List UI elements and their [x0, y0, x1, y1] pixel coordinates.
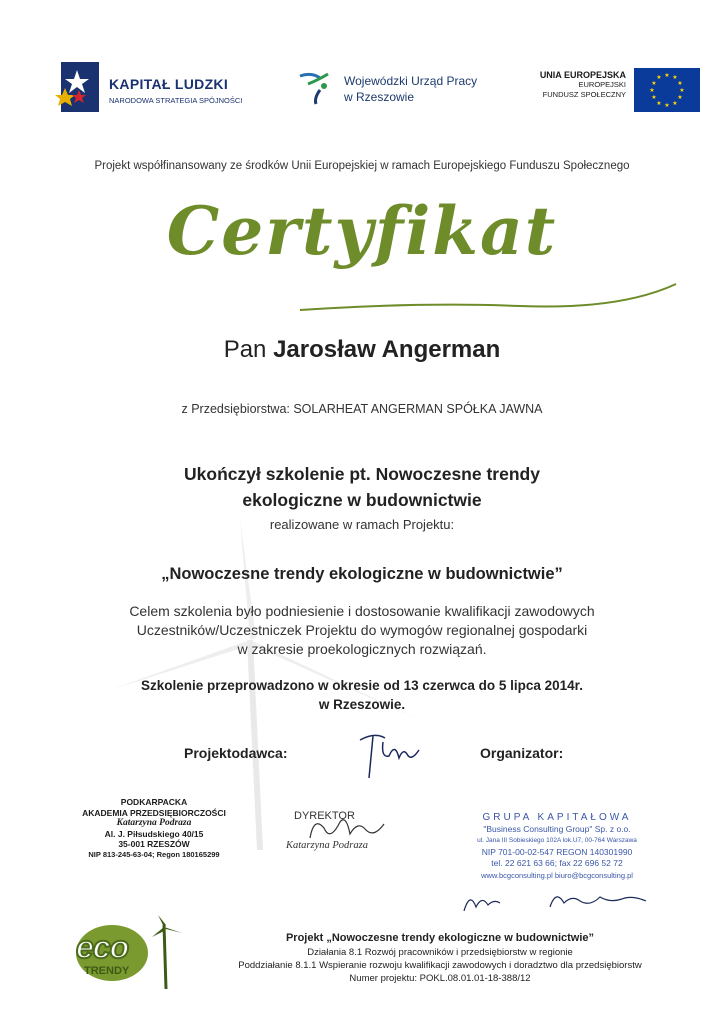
period-line1: Szkolenie przeprowadzono w okresie od 13 czerwca do 5 lipca 2014r.	[141, 678, 583, 693]
svg-text:★: ★	[677, 80, 683, 87]
svg-text:★: ★	[672, 100, 678, 107]
stamp-left-line1: PODKARPACKA	[120, 797, 188, 807]
title-swash-ornament	[300, 280, 680, 320]
stamp-right-line5: tel. 22 621 63 66; fax 22 696 52 72	[491, 858, 623, 868]
cofinancing-statement: Projekt współfinansowany ze środków Unii Europejskiej w ramach Europejskiego Funduszu Społecznego	[94, 160, 630, 172]
stamp-left-line3: Katarzyna Podraza	[116, 818, 192, 828]
svg-text:★: ★	[672, 74, 678, 81]
footer-subaction: Poddziałanie 8.1.1 Wspieranie rozwoju kwalifikacji zawodowych i doradztwo dla przedsiębiorstw	[238, 960, 642, 971]
dyrektor-name: Katarzyna Podraza	[286, 840, 368, 851]
recipient-name: Jarosław Angerman	[273, 336, 501, 363]
svg-text:★: ★	[651, 94, 657, 101]
svg-text:★: ★	[677, 94, 683, 101]
kapital-ludzki-logo	[55, 62, 255, 112]
wup-rzeszow-logo	[298, 68, 508, 108]
svg-text:★: ★	[664, 102, 670, 109]
stamp-right-line4: NIP 701-00-02-547 REGON 140301990	[481, 846, 633, 857]
stamp-left	[64, 797, 244, 860]
kapital-ludzki-title: KAPITAŁ LUDZKI	[109, 76, 229, 92]
stamp-right-line6: www.bcgconsulting.pl biuro@bcgconsulting.pl	[481, 870, 633, 880]
footer-project-number: Numer projektu: POKL.08.01.01-18-388/12	[349, 973, 531, 984]
handwritten-signature	[355, 728, 425, 783]
organizer-signatures	[460, 885, 650, 915]
eu-flag-icon	[634, 68, 700, 112]
kapital-ludzki-star-icon	[55, 62, 101, 112]
realized-line: realizowane w ramach Projektu:	[269, 517, 455, 532]
goal-line1: Celem szkolenia było podniesienie i dostosowanie kwalifikacji zawodowych	[129, 603, 595, 619]
footer-project-name: Projekt „Nowoczesne trendy ekologiczne w budownictwie”	[285, 932, 595, 944]
wup-name-line2: w Rzeszowie	[344, 90, 415, 104]
svg-text:★: ★	[656, 100, 662, 107]
stamp-right-line3: ul. Jana III Sobieskiego 102A lok.U7, 00-764 Warszawa	[477, 837, 637, 844]
stamp-left-line6: NIP 813-245-63-04; Regon 180165299	[88, 849, 220, 859]
dyrektor-label: DYREKTOR	[294, 810, 355, 822]
projektodawca-label: Projektodawca:	[184, 745, 288, 761]
eu-line1: UNIA EUROPEJSKA	[539, 70, 626, 80]
stamp-right-line2: "Business Consulting Group" Sp. z o.o.	[483, 823, 631, 834]
stamp-left-line5: 35-001 RZESZÓW	[118, 839, 190, 849]
recipient	[0, 336, 724, 364]
wup-name-line1: Wojewódzki Urząd Pracy	[344, 74, 478, 88]
stamp-right-line1: GRUPA KAPITAŁOWA	[482, 812, 632, 823]
organizator-label: Organizator:	[480, 745, 564, 761]
eu-logo-text	[540, 70, 626, 100]
goal-line3: w zakresie proekologicznych rozwiązań.	[237, 641, 487, 657]
stamp-left-line4: Al. J. Piłsudskiego 40/15	[104, 828, 204, 839]
eu-line2: EUROPEJSKI	[578, 80, 626, 89]
footer-action: Działania 8.1 Rozwój pracowników i przedsiębiorstw w regionie	[307, 947, 573, 958]
eco-logo-word: eco	[76, 929, 129, 965]
svg-text:★: ★	[656, 74, 662, 81]
kapital-ludzki-subtitle: NARODOWA STRATEGIA SPÓJNOŚCI	[109, 96, 243, 105]
svg-text:★: ★	[679, 87, 685, 94]
period-line2: w Rzeszowie.	[318, 697, 406, 712]
goal-line2: Uczestników/Uczestniczek Projektu do wymogów regionalnej gospodarki	[136, 622, 588, 638]
stamp-right	[452, 812, 662, 881]
stamp-left-line2: AKADEMIA PRZEDSIĘBIORCZOŚCI	[82, 807, 226, 818]
company-line: z Przedsiębiorstwa: SOLARHEAT ANGERMAN SPÓŁKA JAWNA	[181, 402, 543, 416]
project-title: „Nowoczesne trendy ekologiczne w budownictwie”	[161, 565, 563, 583]
wup-bird-icon	[298, 68, 338, 106]
svg-text:★: ★	[664, 72, 670, 79]
recipient-salutation: Pan	[223, 336, 267, 363]
completed-line2: ekologiczne w budownictwie	[242, 490, 482, 510]
svg-text:★: ★	[651, 80, 657, 87]
eu-line3: FUNDUSZ SPOŁECZNY	[542, 90, 626, 99]
eco-logo-sub: TRENDY	[84, 965, 130, 977]
completed-line1: Ukończył szkolenie pt. Nowoczesne trendy	[184, 464, 540, 484]
eu-logo	[532, 68, 702, 114]
svg-text:★: ★	[649, 87, 655, 94]
certificate-title: Certyfikat	[166, 192, 558, 270]
